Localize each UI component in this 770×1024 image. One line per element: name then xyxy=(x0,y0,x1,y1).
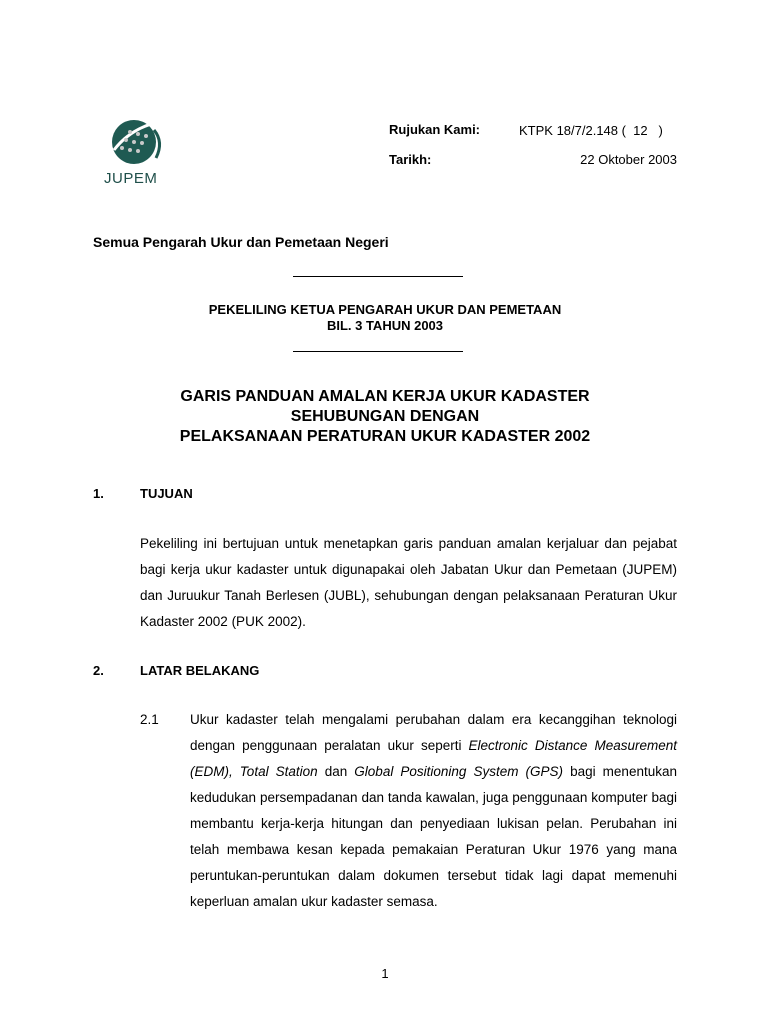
title-line2: SEHUBUNGAN DENGAN xyxy=(290,408,480,425)
circular-line2: BIL. 3 TAHUN 2003 xyxy=(326,318,444,333)
para-text: Ukur kadaster telah mengalami perubahan dalam era kecanggihan teknologi dengan penggunaan peralatan ukur seperti xyxy=(190,712,677,753)
reference-value: KTPK 18/7/2.148 ( 12 ) xyxy=(519,123,663,138)
para-italic-gps: Global Positioning System (GPS) xyxy=(354,764,564,779)
divider-bottom xyxy=(293,351,463,352)
page-number: 1 xyxy=(381,966,389,981)
title-line3: PELAKSANAAN PERATURAN UKUR KADASTER 2002 xyxy=(179,428,591,445)
section-2-number: 2. xyxy=(93,663,104,678)
divider-top xyxy=(293,276,463,277)
section-1-number: 1. xyxy=(93,486,104,501)
jupem-logo xyxy=(100,112,180,192)
date-label: Tarikh: xyxy=(389,152,432,167)
date-value: 22 Oktober 2003 xyxy=(580,152,677,167)
section-2-1-paragraph xyxy=(190,707,677,915)
section-1-heading: TUJUAN xyxy=(140,486,193,501)
title-line1: GARIS PANDUAN AMALAN KERJA UKUR KADASTER xyxy=(180,388,590,405)
section-2-1-number: 2.1 xyxy=(140,712,159,727)
jupem-globe-icon xyxy=(100,112,180,174)
para-text: bagi menentukan kedudukan persempadanan dan tanda kawalan, juga penggunaan komputer bagi membantu kerja-kerja hitungan dan penyediaan lukisan pelan. Perubahan ini telah membawa kesan kepada pemakaian Peraturan Ukur 1976 yang mana peruntukan-peruntukan dalam dokumen tersebut tidak lagi dapat memenuhi keperluan amalan ukur kadaster semasa. xyxy=(190,764,677,909)
circular-line1: PEKELILING KETUA PENGARAH UKUR DAN PEMETAAN xyxy=(208,302,562,317)
section-1-paragraph: Pekeliling ini bertujuan untuk menetapkan garis panduan amalan kerjaluar dan pejabat bagi kerja ukur kadaster untuk digunapakai oleh Jabatan Ukur dan Pemetaan (JUPEM) dan Juruukur Tanah Berlesen (JUBL), sehubungan dengan pelaksanaan Peraturan Ukur Kadaster 2002 (PUK 2002). xyxy=(140,536,677,629)
para-text: dan xyxy=(317,764,355,779)
section-2-heading: LATAR BELAKANG xyxy=(140,663,260,678)
reference-label: Rujukan Kami: xyxy=(389,122,481,137)
recipient: Semua Pengarah Ukur dan Pemetaan Negeri xyxy=(93,234,389,250)
logo-text: JUPEM xyxy=(104,170,158,187)
para-italic-instruments: Electronic Distance Measurement (EDM), Total Station xyxy=(190,738,677,779)
